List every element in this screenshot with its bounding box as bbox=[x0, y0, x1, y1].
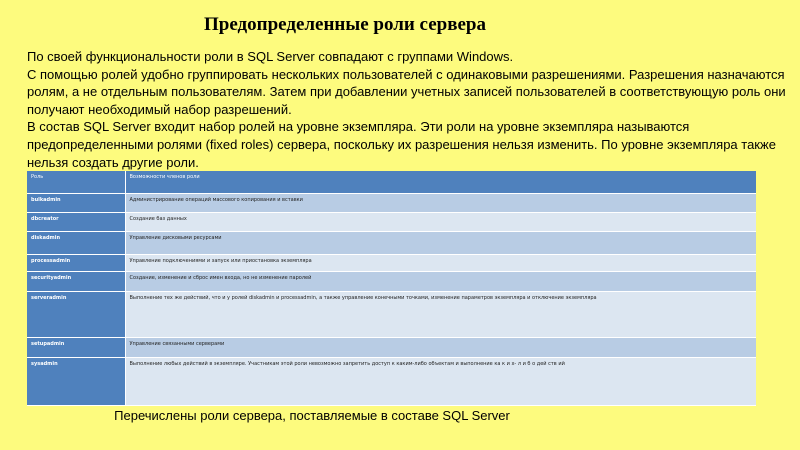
table-row bbox=[27, 291, 756, 337]
server-roles-table bbox=[27, 171, 756, 406]
role-description: Управление подключениями и запуск или приостановка экземпляра bbox=[125, 254, 756, 271]
role-description: Управление дисковыми ресурсами bbox=[125, 231, 756, 254]
role-description: Создание, изменение и сброс имен входа, но не изменение паролей bbox=[125, 271, 756, 291]
role-name: setupadmin bbox=[27, 337, 125, 357]
paragraph-grouping: С помощью ролей удобно группировать нескольких пользователей с одинаковыми разрешениями. Разрешения назначаются ролям, а не отдельным пользователям. Затем при добавлении учетных записей пользователей в соответствующую роль они получают необходимый набор разрешений. bbox=[27, 66, 786, 117]
table-row bbox=[27, 212, 756, 231]
table-row bbox=[27, 337, 756, 357]
role-name: sysadmin bbox=[27, 357, 125, 405]
table-row bbox=[27, 193, 756, 212]
body-text bbox=[27, 48, 787, 171]
role-description: Выполнение любых действий в экземпляре. Участникам этой роли невозможно запретить доступ к каким-либо объектам и выполнение ка к и х- л и б о дей ств ий bbox=[125, 357, 756, 405]
header-role: Роль bbox=[27, 171, 125, 193]
role-description: Управление связанными серверами bbox=[125, 337, 756, 357]
slide-title: Предопределенные роли сервера bbox=[204, 14, 486, 35]
table-row bbox=[27, 357, 756, 405]
table-row bbox=[27, 271, 756, 291]
role-name: securityadmin bbox=[27, 271, 125, 291]
header-capabilities: Возможности членов роли bbox=[125, 171, 756, 193]
role-name: diskadmin bbox=[27, 231, 125, 254]
table-header-row bbox=[27, 171, 756, 193]
table-row bbox=[27, 231, 756, 254]
role-name: processadmin bbox=[27, 254, 125, 271]
role-name: bulkadmin bbox=[27, 193, 125, 212]
slide-caption: Перечислены роли сервера, поставляемые в составе SQL Server bbox=[114, 408, 510, 423]
role-description: Выполнение тех же действий, что и у ролей diskadmin и processadmin, а также управление конечными точками, изменение параметров экземпляра и отключение экземпляра bbox=[125, 291, 756, 337]
role-name: dbcreator bbox=[27, 212, 125, 231]
role-name: serveradmin bbox=[27, 291, 125, 337]
paragraph-intro: По своей функциональности роли в SQL Server совпадают с группами Windows. bbox=[27, 49, 514, 64]
paragraph-fixed-roles: В состав SQL Server входит набор ролей на уровне экземпляра. Эти роли на уровне экземпляра называются предопределенными ролями (fixed roles) сервера, поскольку их разрешения нельзя изменить. По уровне экземпляра также нельзя создать другие роли. bbox=[27, 119, 776, 170]
role-description: Создание баз данных bbox=[125, 212, 756, 231]
role-description: Администрирование операций массового копирования и вставки bbox=[125, 193, 756, 212]
table-row bbox=[27, 254, 756, 271]
